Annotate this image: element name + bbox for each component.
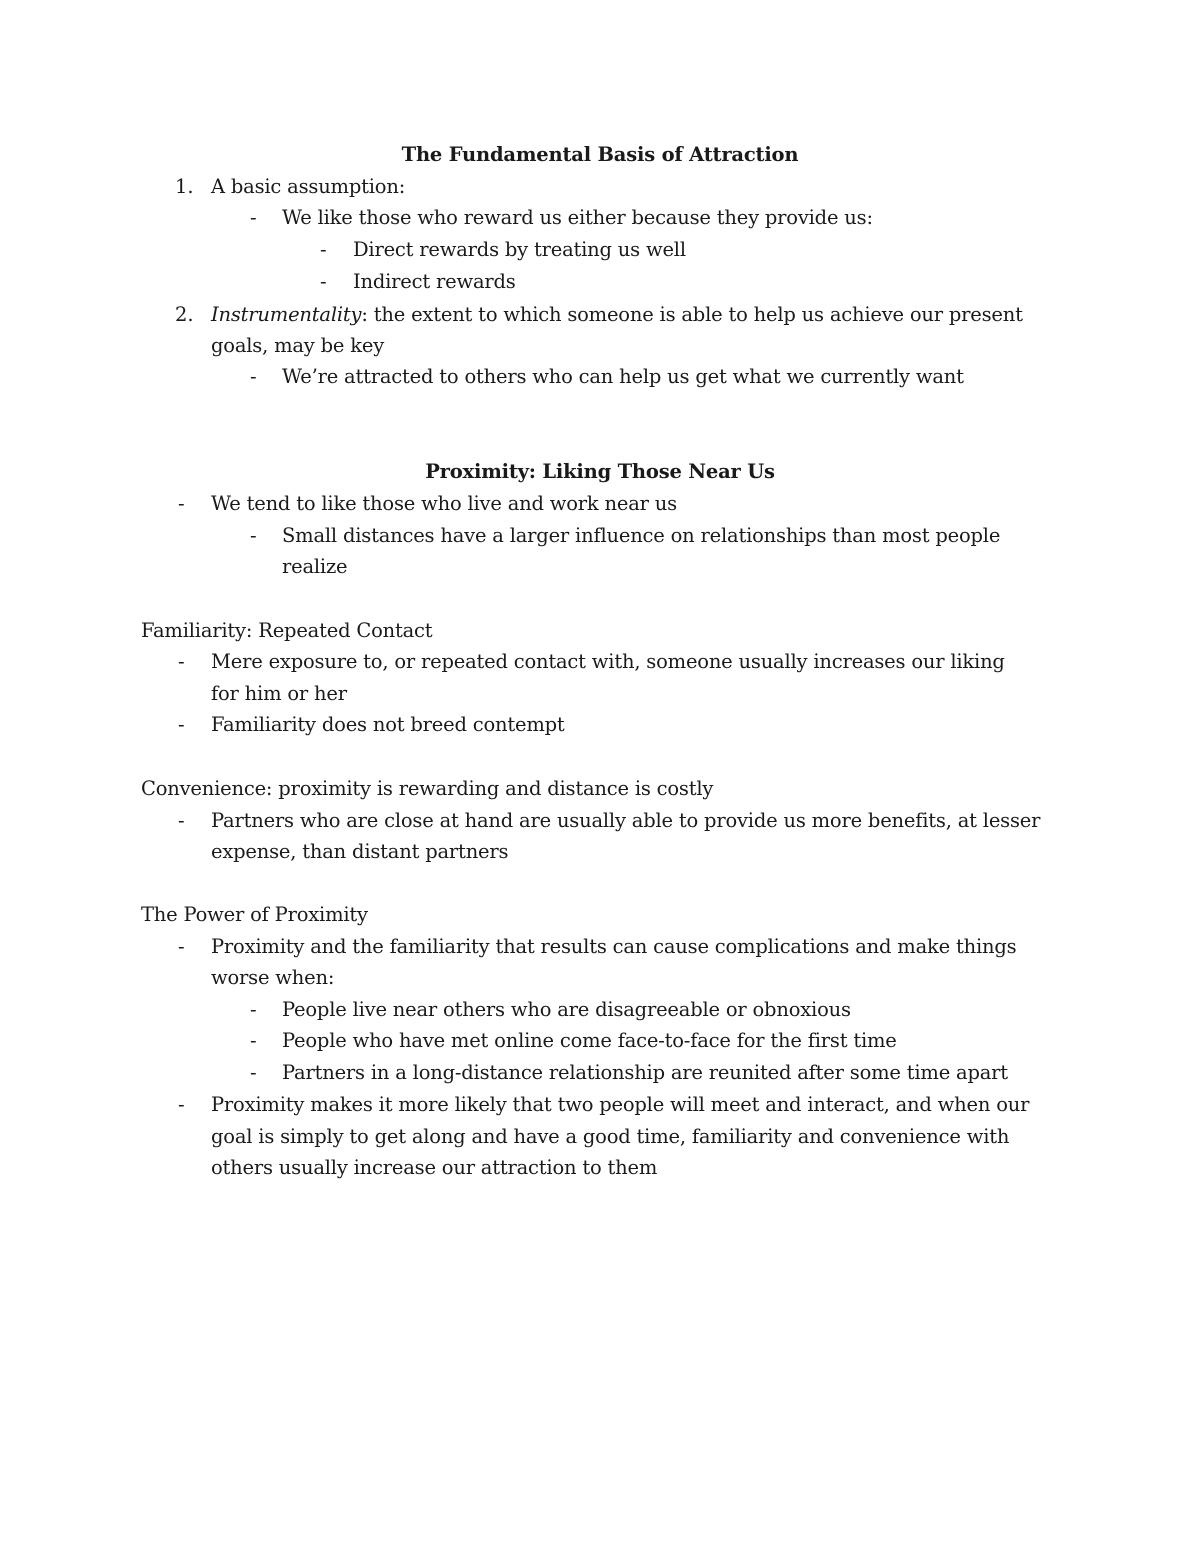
sub-bullet-text: People who have met online come face-to-face for the first time xyxy=(282,1029,897,1052)
dash-marker: - xyxy=(250,998,257,1021)
heading-familiarity: Familiarity: Repeated Contact xyxy=(141,619,433,642)
dash-marker: - xyxy=(178,935,185,958)
dash-marker: - xyxy=(178,713,185,736)
subsub-bullet-text: Direct rewards by treating us well xyxy=(353,238,686,261)
sub-bullet-text: Partners in a long-distance relationship are reunited after some time apart xyxy=(282,1061,1008,1084)
dash-marker: - xyxy=(178,492,185,515)
list-number: 1. xyxy=(175,175,194,198)
list-number: 2. xyxy=(175,303,194,326)
bullet-text-continued: goal is simply to get along and have a good time, familiarity and convenience with xyxy=(211,1125,1010,1148)
dash-marker: - xyxy=(178,809,185,832)
bullet-text-continued: for him or her xyxy=(211,682,347,705)
bullet-text: We tend to like those who live and work near us xyxy=(211,492,677,515)
dash-marker: - xyxy=(178,650,185,673)
sub-bullet-text: People live near others who are disagreeable or obnoxious xyxy=(282,998,851,1021)
dash-marker: - xyxy=(320,238,327,261)
term-definition: : the extent to which someone is able to help us achieve our present xyxy=(361,303,1023,326)
dash-marker: - xyxy=(250,524,257,547)
list-item-text-continued: goals, may be key xyxy=(211,334,385,357)
dash-marker: - xyxy=(250,365,257,388)
dash-marker: - xyxy=(320,270,327,293)
bullet-text-continued: expense, than distant partners xyxy=(211,840,509,863)
bullet-text-continued: others usually increase our attraction to them xyxy=(211,1156,658,1179)
bullet-text: Proximity makes it more likely that two people will meet and interact, and when our xyxy=(211,1093,1030,1116)
bullet-text: Partners who are close at hand are usually able to provide us more benefits, at lesser xyxy=(211,809,1041,832)
sub-bullet-text: Small distances have a larger influence on relationships than most people xyxy=(282,524,1001,547)
heading-convenience: Convenience: proximity is rewarding and distance is costly xyxy=(141,777,714,800)
heading-power-of-proximity: The Power of Proximity xyxy=(141,903,368,926)
section-title-attraction: The Fundamental Basis of Attraction xyxy=(401,143,799,166)
section-title-proximity: Proximity: Liking Those Near Us xyxy=(425,460,775,483)
dash-marker: - xyxy=(250,1029,257,1052)
bullet-text-continued: worse when: xyxy=(211,966,335,989)
sub-bullet-text-continued: realize xyxy=(282,555,348,578)
dash-marker: - xyxy=(250,206,257,229)
list-item-text: A basic assumption: xyxy=(211,175,406,198)
bullet-text: Familiarity does not breed contempt xyxy=(211,713,565,736)
term-instrumentality: Instrumentality xyxy=(211,303,362,326)
subsub-bullet-text: Indirect rewards xyxy=(353,270,516,293)
sub-bullet-text: We like those who reward us either because they provide us: xyxy=(282,206,873,229)
sub-bullet-text: We’re attracted to others who can help us get what we currently want xyxy=(282,365,964,388)
bullet-text: Mere exposure to, or repeated contact with, someone usually increases our liking xyxy=(211,650,1005,673)
bullet-text: Proximity and the familiarity that results can cause complications and make things xyxy=(211,935,1017,958)
list-item-text xyxy=(211,299,1023,331)
dash-marker: - xyxy=(250,1061,257,1084)
dash-marker: - xyxy=(178,1093,185,1116)
